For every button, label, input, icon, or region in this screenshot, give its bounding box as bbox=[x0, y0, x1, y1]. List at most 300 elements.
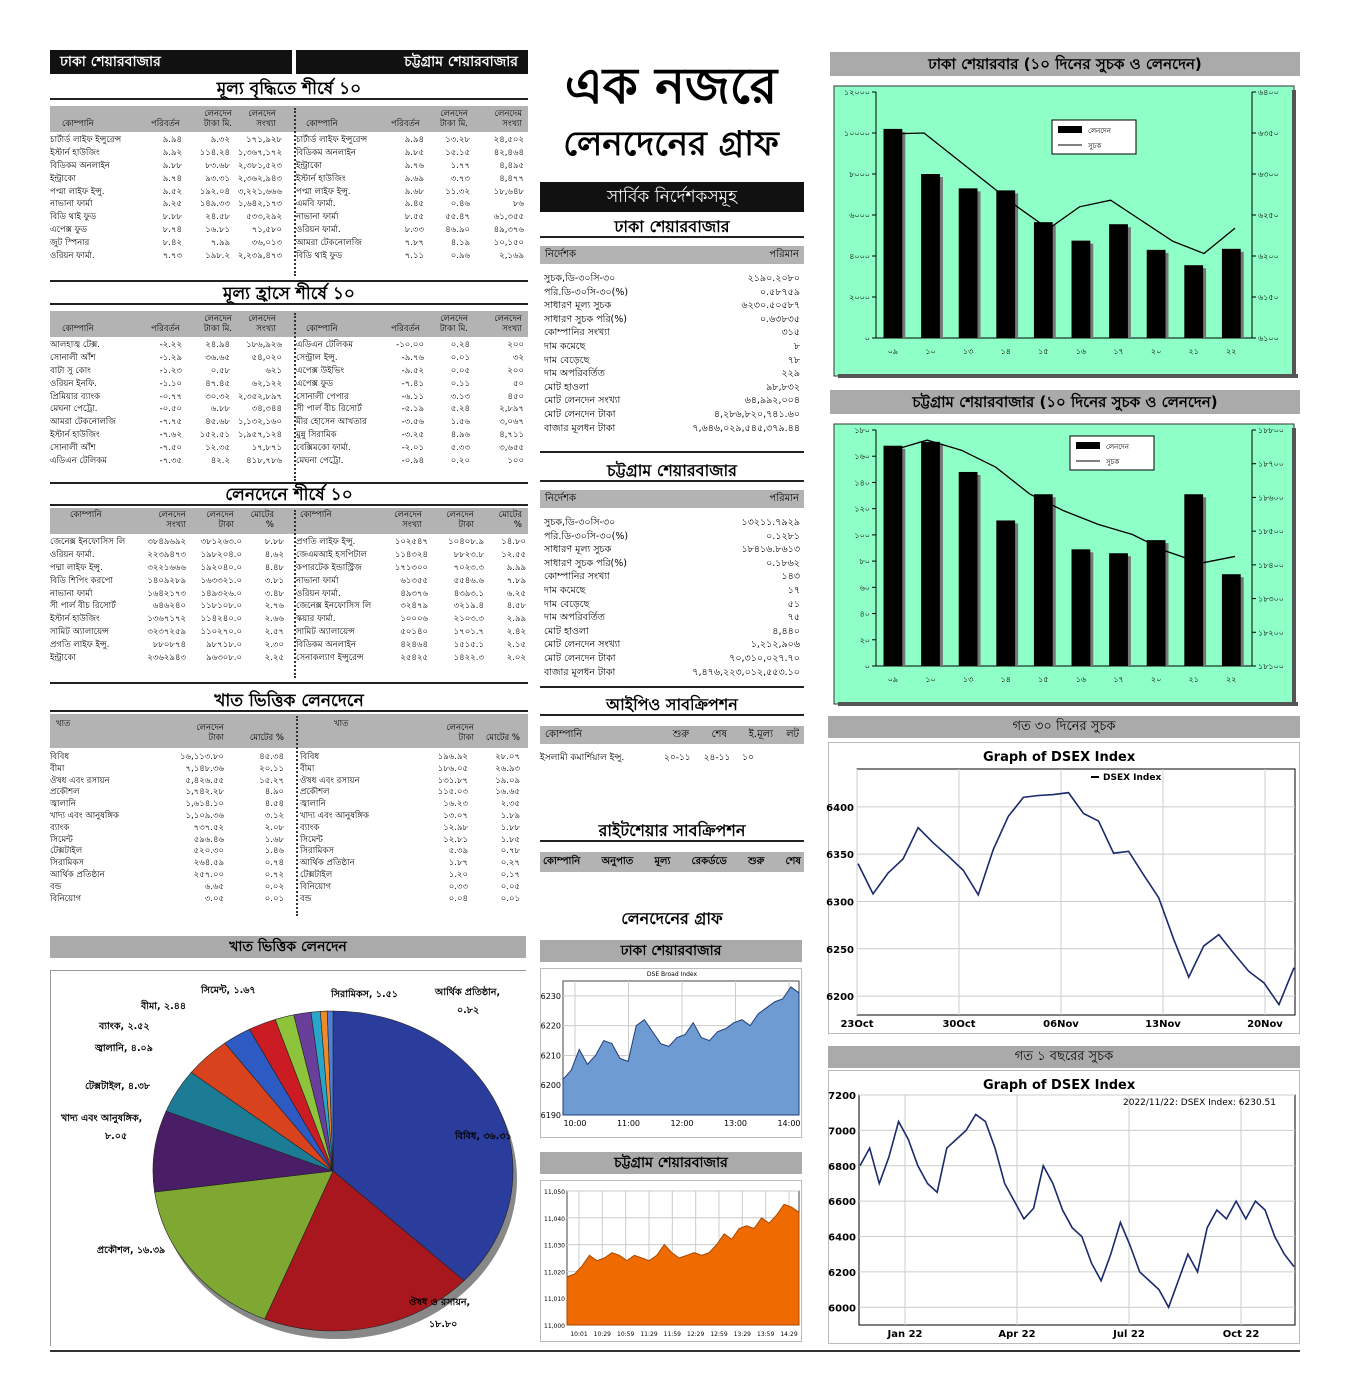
table-row bbox=[296, 365, 526, 378]
cell: সেনাকল্যাণ ইন্সুরেন্স bbox=[296, 653, 364, 664]
col-end: শেষ bbox=[785, 856, 801, 867]
y2-tick-label: ১৮৫০০ bbox=[1258, 527, 1284, 537]
y-tick-label: 6400 bbox=[826, 802, 854, 814]
cell: ৪৫০ bbox=[507, 391, 524, 402]
cell: সিমেন্ট bbox=[50, 834, 73, 845]
cell: ৯.৫২ bbox=[162, 186, 182, 197]
cell: -৫.১৯ bbox=[401, 404, 424, 415]
indicator-value: ৩১৫ bbox=[781, 327, 800, 339]
cse-indices-title: চট্টগ্রাম শেয়ারবাজার bbox=[540, 460, 804, 482]
cell: ১৯.০৯ bbox=[495, 775, 520, 786]
cell: আর্থিক প্রতিষ্ঠান bbox=[300, 858, 355, 869]
losers-header bbox=[50, 311, 528, 337]
dsex-line bbox=[858, 793, 1294, 1005]
cell: ৯.৯৪ bbox=[162, 135, 182, 145]
cell: ১৮৬.০৫ bbox=[437, 763, 468, 774]
table-row bbox=[50, 224, 286, 237]
cell: ১১৮১০৮.০ bbox=[200, 601, 242, 612]
cell: ৩২১৯.৪ bbox=[453, 601, 484, 612]
cell: বীমা bbox=[50, 763, 65, 774]
cell: ১১৪.২৪ bbox=[199, 147, 230, 158]
y-tick-label: ৬০০০ bbox=[849, 211, 870, 220]
indicator-row bbox=[540, 570, 804, 584]
indicator-value: ৭৫ bbox=[787, 612, 800, 624]
indicator-row bbox=[540, 598, 804, 612]
cell: ৫.৩৩ bbox=[450, 443, 470, 454]
bottom-rule bbox=[50, 1350, 1300, 1352]
table-row bbox=[296, 613, 526, 626]
table-row bbox=[50, 134, 286, 147]
table-row bbox=[296, 134, 526, 147]
cell: ৯.৯৪ bbox=[404, 135, 424, 145]
table-row bbox=[296, 429, 526, 442]
table-row bbox=[50, 811, 290, 823]
indicator-label: কোম্পানির সংখ্যা bbox=[544, 571, 610, 583]
cell: ১৬,১১৩.৮০ bbox=[179, 752, 224, 762]
cse10-frame bbox=[830, 420, 1300, 710]
cell: ৯.৯২ bbox=[162, 147, 182, 158]
cell: ২.৩০ bbox=[264, 640, 284, 651]
cell: ৪.৯৬ bbox=[450, 430, 470, 441]
annotation: 2022/11/22: DSEX Index: 6230.51 bbox=[1123, 1098, 1277, 1108]
legend-line-label: সুচক bbox=[1088, 142, 1102, 150]
cell: খাদ্য এবং আনুষঙ্গিক bbox=[50, 810, 119, 821]
ipo-header bbox=[540, 726, 804, 744]
cell: মুন্নু সিরামিক bbox=[296, 430, 337, 441]
cell: ওরিয়ন ফার্মা. bbox=[296, 588, 341, 599]
cell: বিনিয়োগ bbox=[300, 881, 332, 892]
sector-header bbox=[50, 714, 528, 748]
bar bbox=[921, 174, 940, 338]
y-tick-label: 11,040 bbox=[544, 1215, 565, 1223]
cell: ১.৪৬ bbox=[264, 846, 284, 857]
indicator-label: সাধারণ সুচক পরি(%) bbox=[544, 557, 627, 569]
indicator-row bbox=[540, 340, 804, 354]
table-row bbox=[50, 652, 286, 665]
dsex-line bbox=[860, 1114, 1294, 1307]
cell: -৭.৭৫ bbox=[159, 417, 182, 428]
cell: জুট স্পিনার bbox=[50, 238, 90, 249]
cell: ১৭,৮৭১ bbox=[251, 443, 282, 454]
cell: ঔষধ এবং রসায়ন bbox=[300, 775, 360, 786]
rule bbox=[50, 280, 528, 282]
cell: ৫,৪২৬.৫৫ bbox=[185, 775, 224, 786]
pie-label: সিরামিকস, ১.৫১ bbox=[331, 989, 398, 1000]
cell: সোনালী আঁশ bbox=[50, 352, 96, 363]
cell: ১,৯৫৭,১২৪ bbox=[237, 430, 282, 441]
cell: ১১৪২৪০.০ bbox=[200, 614, 242, 625]
cell: ৫.৩৯ bbox=[448, 846, 468, 857]
chart-shadow bbox=[838, 702, 1298, 706]
cell: ০.৪৬ bbox=[450, 199, 470, 210]
cell: ১,৬১৪.১০ bbox=[185, 799, 224, 810]
indicator-value: ৭,৬৪৬,০২৯,৫৪৫,৩৭৯.৪৪ bbox=[692, 422, 800, 434]
y-tick-label: ১০০০০ bbox=[844, 129, 870, 138]
indicator-row bbox=[540, 326, 804, 340]
cell: ৫২০.৩০ bbox=[193, 846, 224, 857]
col-turnover: লেনদেন bbox=[196, 723, 224, 733]
col-share: মোটের bbox=[250, 510, 274, 520]
cell: ০.২০ bbox=[450, 456, 470, 467]
x-tick-label: 14:00 bbox=[777, 1119, 801, 1128]
table-row bbox=[50, 752, 290, 764]
cell: ৮.৮৮ bbox=[264, 537, 284, 547]
cell: ১৫২.৫১ bbox=[199, 430, 230, 441]
y-tick-label: ০ bbox=[864, 334, 870, 343]
col-volume-unit-ctg: সংখ্যা bbox=[502, 324, 522, 334]
cell: বিডিকম অনলাইন bbox=[296, 147, 356, 158]
turnover-header bbox=[50, 508, 528, 534]
cell: ৪৬.৯০ bbox=[445, 225, 470, 236]
indicator-value: ৭৮ bbox=[787, 354, 800, 366]
table-row bbox=[50, 600, 286, 613]
cse-indices-rows bbox=[540, 516, 804, 679]
cell: ৪১৮,৭৮৬ bbox=[246, 456, 282, 467]
cell: স্কয়ার ফার্মা. bbox=[296, 614, 336, 625]
cell: ১৩১.৮৭ bbox=[437, 775, 468, 786]
cell: সামিট অ্যালায়েন্স bbox=[50, 627, 109, 638]
table-row bbox=[50, 882, 290, 894]
y-tick-label: ৬০ bbox=[859, 583, 870, 593]
cell: বিবিধ bbox=[300, 752, 320, 762]
table-row bbox=[50, 549, 286, 562]
rights-title: রাইটশেয়ার সাবক্রিপশন bbox=[540, 820, 804, 842]
indicator-label: বাজার মূলধন টাকা bbox=[544, 422, 616, 434]
cell: ৮.৭৪ bbox=[162, 225, 182, 236]
x-tick-label: 14:29 bbox=[780, 1331, 798, 1338]
cell: ২৫৭.০০ bbox=[193, 869, 224, 880]
bar bbox=[1109, 224, 1128, 338]
col-share-unit: % bbox=[265, 520, 274, 530]
indicator-row bbox=[540, 408, 804, 422]
cell: ১.৬৮ bbox=[264, 834, 284, 845]
cell: বাটা সু কোং bbox=[50, 365, 91, 376]
indicator-value: ০.১২৮১ bbox=[766, 530, 800, 542]
cell: ৯.৩২ bbox=[210, 135, 230, 145]
cell: ২৪.৫৮ bbox=[205, 212, 230, 223]
y-tick-label: ৮০ bbox=[859, 557, 870, 567]
losers-table bbox=[50, 311, 528, 467]
y-tick-label: ১০০ bbox=[854, 530, 870, 540]
cell: ১১০২৭০.০ bbox=[200, 627, 242, 638]
table-row bbox=[300, 764, 522, 776]
col-price: ই.মূল্য bbox=[748, 729, 773, 740]
col-turnover-unit: টাকা মি. bbox=[203, 119, 232, 129]
cell: ৬.২৫ bbox=[506, 588, 526, 599]
y-tick-label: 6800 bbox=[828, 1161, 856, 1173]
indicator-row bbox=[540, 652, 804, 666]
col-change-ctg: পরিবর্তন bbox=[390, 324, 420, 334]
bar bbox=[884, 129, 903, 338]
divider bbox=[294, 108, 296, 276]
table-row bbox=[296, 186, 526, 199]
cell: জেএমআই হসপিটাল bbox=[296, 549, 367, 560]
table-row bbox=[296, 224, 526, 237]
cell: ২৬৪.৫৯ bbox=[193, 858, 224, 869]
graph-title: Graph of DSEX Index bbox=[983, 1078, 1136, 1093]
gainers-title: মূল্য বৃদ্ধিতে শীর্ষে ১০ bbox=[50, 78, 528, 100]
table-row bbox=[296, 536, 526, 549]
x-tick-label: ১৫ bbox=[1038, 347, 1049, 356]
y-tick-label: ১৬০ bbox=[854, 452, 870, 462]
table-row bbox=[296, 339, 526, 352]
cell: ৯.৭৬ bbox=[404, 160, 424, 171]
table-row bbox=[50, 799, 290, 811]
indicator-label: মোট লেনদেন সংখ্যা bbox=[544, 639, 621, 651]
cell: ০.৭২ bbox=[264, 869, 284, 880]
y-tick-label: 6220 bbox=[540, 1021, 561, 1031]
cell: ৭০২৩.৩ bbox=[453, 562, 484, 573]
cell: ১৯২.০৪ bbox=[199, 186, 230, 197]
cell: -১.২৯ bbox=[159, 352, 182, 363]
cell: -২.২২ bbox=[159, 340, 182, 350]
chart-shadow bbox=[1292, 428, 1296, 706]
x-tick-label: 11:29 bbox=[640, 1331, 658, 1338]
indicator-label: সুচক,ডি-৩০সি-৩০ bbox=[544, 517, 616, 528]
cell: ঔষধ এবং রসায়ন bbox=[50, 775, 110, 786]
indicator-value: ১৩২১১.৭৯২৯ bbox=[741, 517, 800, 528]
pie-title: খাত ভিত্তিক লেনদেন bbox=[50, 936, 526, 958]
table-row bbox=[50, 626, 286, 639]
bar bbox=[1034, 494, 1053, 666]
cell: ২.৫৭ bbox=[264, 627, 284, 638]
x-tick-label: ১৩ bbox=[962, 347, 974, 356]
cell: ২.৭৬ bbox=[264, 601, 284, 612]
col-start: শুরু bbox=[672, 729, 689, 740]
cell: ১১৫.০৩ bbox=[437, 787, 468, 798]
cell: ১৬.৮১ bbox=[205, 225, 230, 236]
cell: ৪৫.৩৪ bbox=[259, 752, 284, 762]
pie-label: ব্যাংক, ২.৫২ bbox=[99, 1021, 150, 1032]
cell: বেক্সিমকো ফার্মা. bbox=[296, 443, 351, 454]
cell: ৩,২২১,৬৬৬ bbox=[237, 186, 282, 197]
cell: ৮৮০৮৭৪ bbox=[152, 640, 186, 651]
cell: ৪.৪৮ bbox=[264, 562, 284, 573]
x-tick-label: 12:00 bbox=[670, 1119, 694, 1128]
col-taka-unit-ctg: টাকা bbox=[458, 520, 474, 530]
cell: ৩.১৩ bbox=[450, 391, 470, 402]
col-indicator: নির্দেশক bbox=[545, 493, 577, 504]
col-taka-unit: টাকা bbox=[218, 520, 234, 530]
cell: প্রগতি লাইফ ইন্সু. bbox=[50, 640, 110, 651]
y-tick-label: 6200 bbox=[540, 1081, 561, 1091]
indicator-value: ২১৯০.২০৮০ bbox=[747, 273, 800, 284]
pie-frame bbox=[50, 970, 526, 1346]
y2-tick-label: ৬৪০০ bbox=[1258, 88, 1279, 97]
x-tick-label: ২১ bbox=[1188, 347, 1199, 356]
col-share-ctg: মোটের % bbox=[485, 733, 520, 743]
cell: ০.০৪ bbox=[448, 893, 468, 904]
cell: ২.০২ bbox=[506, 653, 526, 664]
col-volume: লেনদেন bbox=[248, 314, 276, 324]
cell: ৫৪,০২০ bbox=[251, 352, 282, 363]
indicator-row bbox=[540, 625, 804, 639]
y-tick-label: ০ bbox=[864, 662, 870, 671]
bar bbox=[1072, 549, 1091, 666]
table-row bbox=[300, 811, 522, 823]
cell: প্রকৌশল bbox=[50, 787, 80, 798]
cell: ২,৩৬২,৯৪৩ bbox=[237, 173, 282, 184]
indicator-label: মোট লেনদেন টাকা bbox=[544, 408, 616, 420]
x-tick-label: ১০ bbox=[925, 675, 936, 684]
cell: ৭.৮৯ bbox=[506, 575, 526, 586]
col-turnover: লেনদেন bbox=[204, 314, 232, 324]
table-row bbox=[50, 339, 286, 352]
indicator-row bbox=[540, 313, 804, 327]
x-tick-label: Jul 22 bbox=[1113, 1329, 1145, 1340]
indicator-value: ০.৬৩৮৩৫ bbox=[759, 313, 800, 325]
sector-pie-chart bbox=[51, 971, 527, 1347]
table-row bbox=[296, 455, 526, 468]
cell: ১৩.২৮ bbox=[445, 135, 470, 145]
col-company-ctg: কোম্পানি bbox=[300, 510, 332, 520]
table-row bbox=[296, 237, 526, 250]
y2-tick-label: ১৮২০০ bbox=[1258, 628, 1284, 638]
cell: এপেক্স ফুড bbox=[50, 225, 88, 236]
cell: ৪.৫৪ bbox=[264, 799, 284, 810]
cell: ৬১৩৫৫ bbox=[400, 575, 428, 586]
legend-bar-swatch bbox=[1058, 126, 1082, 133]
cell: ১৯২০৪০.০ bbox=[200, 562, 242, 573]
table-row bbox=[296, 652, 526, 665]
cell: ৩৪,৩৪৪ bbox=[251, 404, 282, 415]
cell: ০.৩৩ bbox=[448, 881, 468, 892]
cell: -৭.৫০ bbox=[159, 443, 182, 454]
col-company: কোম্পানি bbox=[62, 324, 94, 334]
indicator-row bbox=[540, 272, 804, 286]
indicator-row bbox=[540, 611, 804, 625]
x-tick-label: 13:29 bbox=[733, 1331, 751, 1338]
col-volume-unit-ctg: সংখ্যা bbox=[402, 520, 422, 530]
table-row bbox=[50, 442, 286, 455]
ipo-start: ২০-১১ bbox=[664, 753, 691, 763]
cell: বিডি থাই ফুড bbox=[296, 251, 343, 262]
y2-tick-label: ৬৩০০ bbox=[1258, 170, 1279, 179]
cse-intraday-frame bbox=[540, 1180, 802, 1342]
cell: -১.২৩ bbox=[159, 365, 182, 376]
cell: প্রিমিয়ার ব্যাংক bbox=[50, 391, 101, 402]
table-row bbox=[300, 787, 522, 799]
indicator-row bbox=[540, 557, 804, 571]
indicator-value: ৭০,৩১০,০২৭.৭০ bbox=[729, 652, 800, 664]
cell: ১,৩৬৭,১৭২ bbox=[237, 147, 282, 158]
dsex-30day-chart bbox=[826, 743, 1301, 1035]
cell: -৭.৬২ bbox=[159, 430, 182, 441]
table-row bbox=[50, 764, 290, 776]
pie-label: খাদ্য এবং আনুষঙ্গিক, bbox=[61, 1113, 143, 1124]
dhaka-market-header: ঢাকা শেয়ারবাজার bbox=[50, 50, 292, 74]
table-row bbox=[50, 378, 286, 391]
cell: ১২.৯৮ bbox=[443, 822, 468, 833]
table-row bbox=[296, 211, 526, 224]
table-row bbox=[296, 147, 526, 160]
col-taka: টাকা bbox=[208, 733, 224, 743]
cell: আর্থিক প্রতিষ্ঠান bbox=[50, 869, 105, 880]
table-row bbox=[300, 799, 522, 811]
cell: ৪.১৯ bbox=[450, 238, 470, 249]
indicator-row bbox=[540, 584, 804, 598]
cell: ২১০৩.৩ bbox=[453, 614, 484, 625]
cell: ৬২,১২২ bbox=[251, 378, 282, 389]
y-tick-label: ৮০০০ bbox=[849, 170, 870, 179]
cell: ৪,৭১১ bbox=[499, 430, 524, 441]
dse-intraday-frame bbox=[540, 968, 802, 1138]
cell: এপেক্স উইভিং bbox=[296, 365, 345, 376]
indicator-row bbox=[540, 367, 804, 381]
cell: মেঘনা পেট্রো. bbox=[50, 404, 98, 415]
turnover-title: লেনদেনে শীর্ষে ১০ bbox=[50, 484, 528, 506]
cell: সিরামিকস bbox=[300, 846, 334, 857]
indicator-value: ৭,৪৭৬,২২৩,০১২,৫৫৩.১০ bbox=[692, 666, 800, 678]
cell: ৯.৯৯ bbox=[506, 562, 526, 573]
cell: জ্বালানি bbox=[50, 799, 76, 810]
indices-title: সার্বিক নির্দেশকসমূহ bbox=[540, 182, 804, 212]
col-change: পরিবর্তন bbox=[150, 324, 180, 334]
cell: ৪২.২ bbox=[210, 456, 230, 467]
table-row bbox=[300, 846, 522, 858]
cell: ৯.৬৮ bbox=[404, 186, 424, 197]
bar bbox=[1147, 250, 1166, 338]
y-tick-label: ১২০০০ bbox=[844, 88, 870, 97]
cell: ৩০.৩২ bbox=[205, 391, 230, 402]
cell: -৯.৫২ bbox=[401, 365, 424, 376]
table-row bbox=[50, 858, 290, 870]
cell: ১২.৮১ bbox=[443, 834, 468, 845]
cell: ৭.১১ bbox=[404, 251, 424, 262]
cell: ২.১৫ bbox=[506, 640, 526, 651]
cell: ৮৩.৬৮ bbox=[205, 160, 230, 171]
cell: নাভানা ফার্মা bbox=[296, 212, 339, 223]
cell: প্রকৌশল bbox=[300, 787, 330, 798]
cell: ১৪৯৩২৬.০ bbox=[200, 588, 242, 599]
table-row bbox=[300, 858, 522, 870]
y2-tick-label: ৬১৫০ bbox=[1258, 293, 1279, 302]
cell: বিডিকম অনলাইন bbox=[296, 640, 356, 651]
cell: সিমেন্ট bbox=[300, 834, 323, 845]
cell: ২৪.৯৪ bbox=[205, 340, 230, 350]
dse-10day-chart bbox=[830, 82, 1300, 382]
indicator-label: মোট হাওলা bbox=[544, 381, 589, 393]
cell: ০.০১ bbox=[450, 352, 470, 363]
cell: ২.৬৬ bbox=[264, 614, 284, 625]
pie-label: প্রকৌশল, ১৬.৩৯ bbox=[97, 1245, 166, 1256]
table-row bbox=[300, 835, 522, 847]
pie-label: বিবিধ, ৩৬.৩১ bbox=[455, 1131, 512, 1142]
cell: -০.৫০ bbox=[159, 404, 182, 415]
table-row bbox=[296, 562, 526, 575]
cell: ৩২৪৭৯ bbox=[400, 601, 428, 612]
bar bbox=[1147, 540, 1166, 666]
table-row bbox=[300, 823, 522, 835]
cell: ৪২৪৬৪ bbox=[400, 640, 428, 651]
cell: নাভানা ফার্মা bbox=[50, 588, 93, 599]
gainers-table bbox=[50, 106, 528, 262]
col-volume: লেনদেন bbox=[248, 109, 276, 119]
cell: ৩.৭৩ bbox=[450, 173, 470, 184]
cell: ৭১,৫৮০ bbox=[251, 225, 282, 236]
cell: ইন্ট্রাকো bbox=[50, 653, 76, 664]
x-tick-label: Apr 22 bbox=[998, 1329, 1036, 1340]
ipo-end: ২৪-১১ bbox=[703, 753, 731, 763]
cell: ১৯৬.৯২ bbox=[437, 752, 468, 762]
y-tick-label: 7000 bbox=[828, 1126, 856, 1138]
y-tick-label: 6190 bbox=[540, 1111, 561, 1120]
y-tick-label: ২০০০ bbox=[849, 293, 870, 302]
cell: -৯.৭৬ bbox=[401, 352, 424, 363]
x-tick-label: 20Nov bbox=[1247, 1019, 1283, 1030]
indicator-label: মোট হাওলা bbox=[544, 625, 589, 637]
cse-10day-chart bbox=[830, 420, 1300, 710]
